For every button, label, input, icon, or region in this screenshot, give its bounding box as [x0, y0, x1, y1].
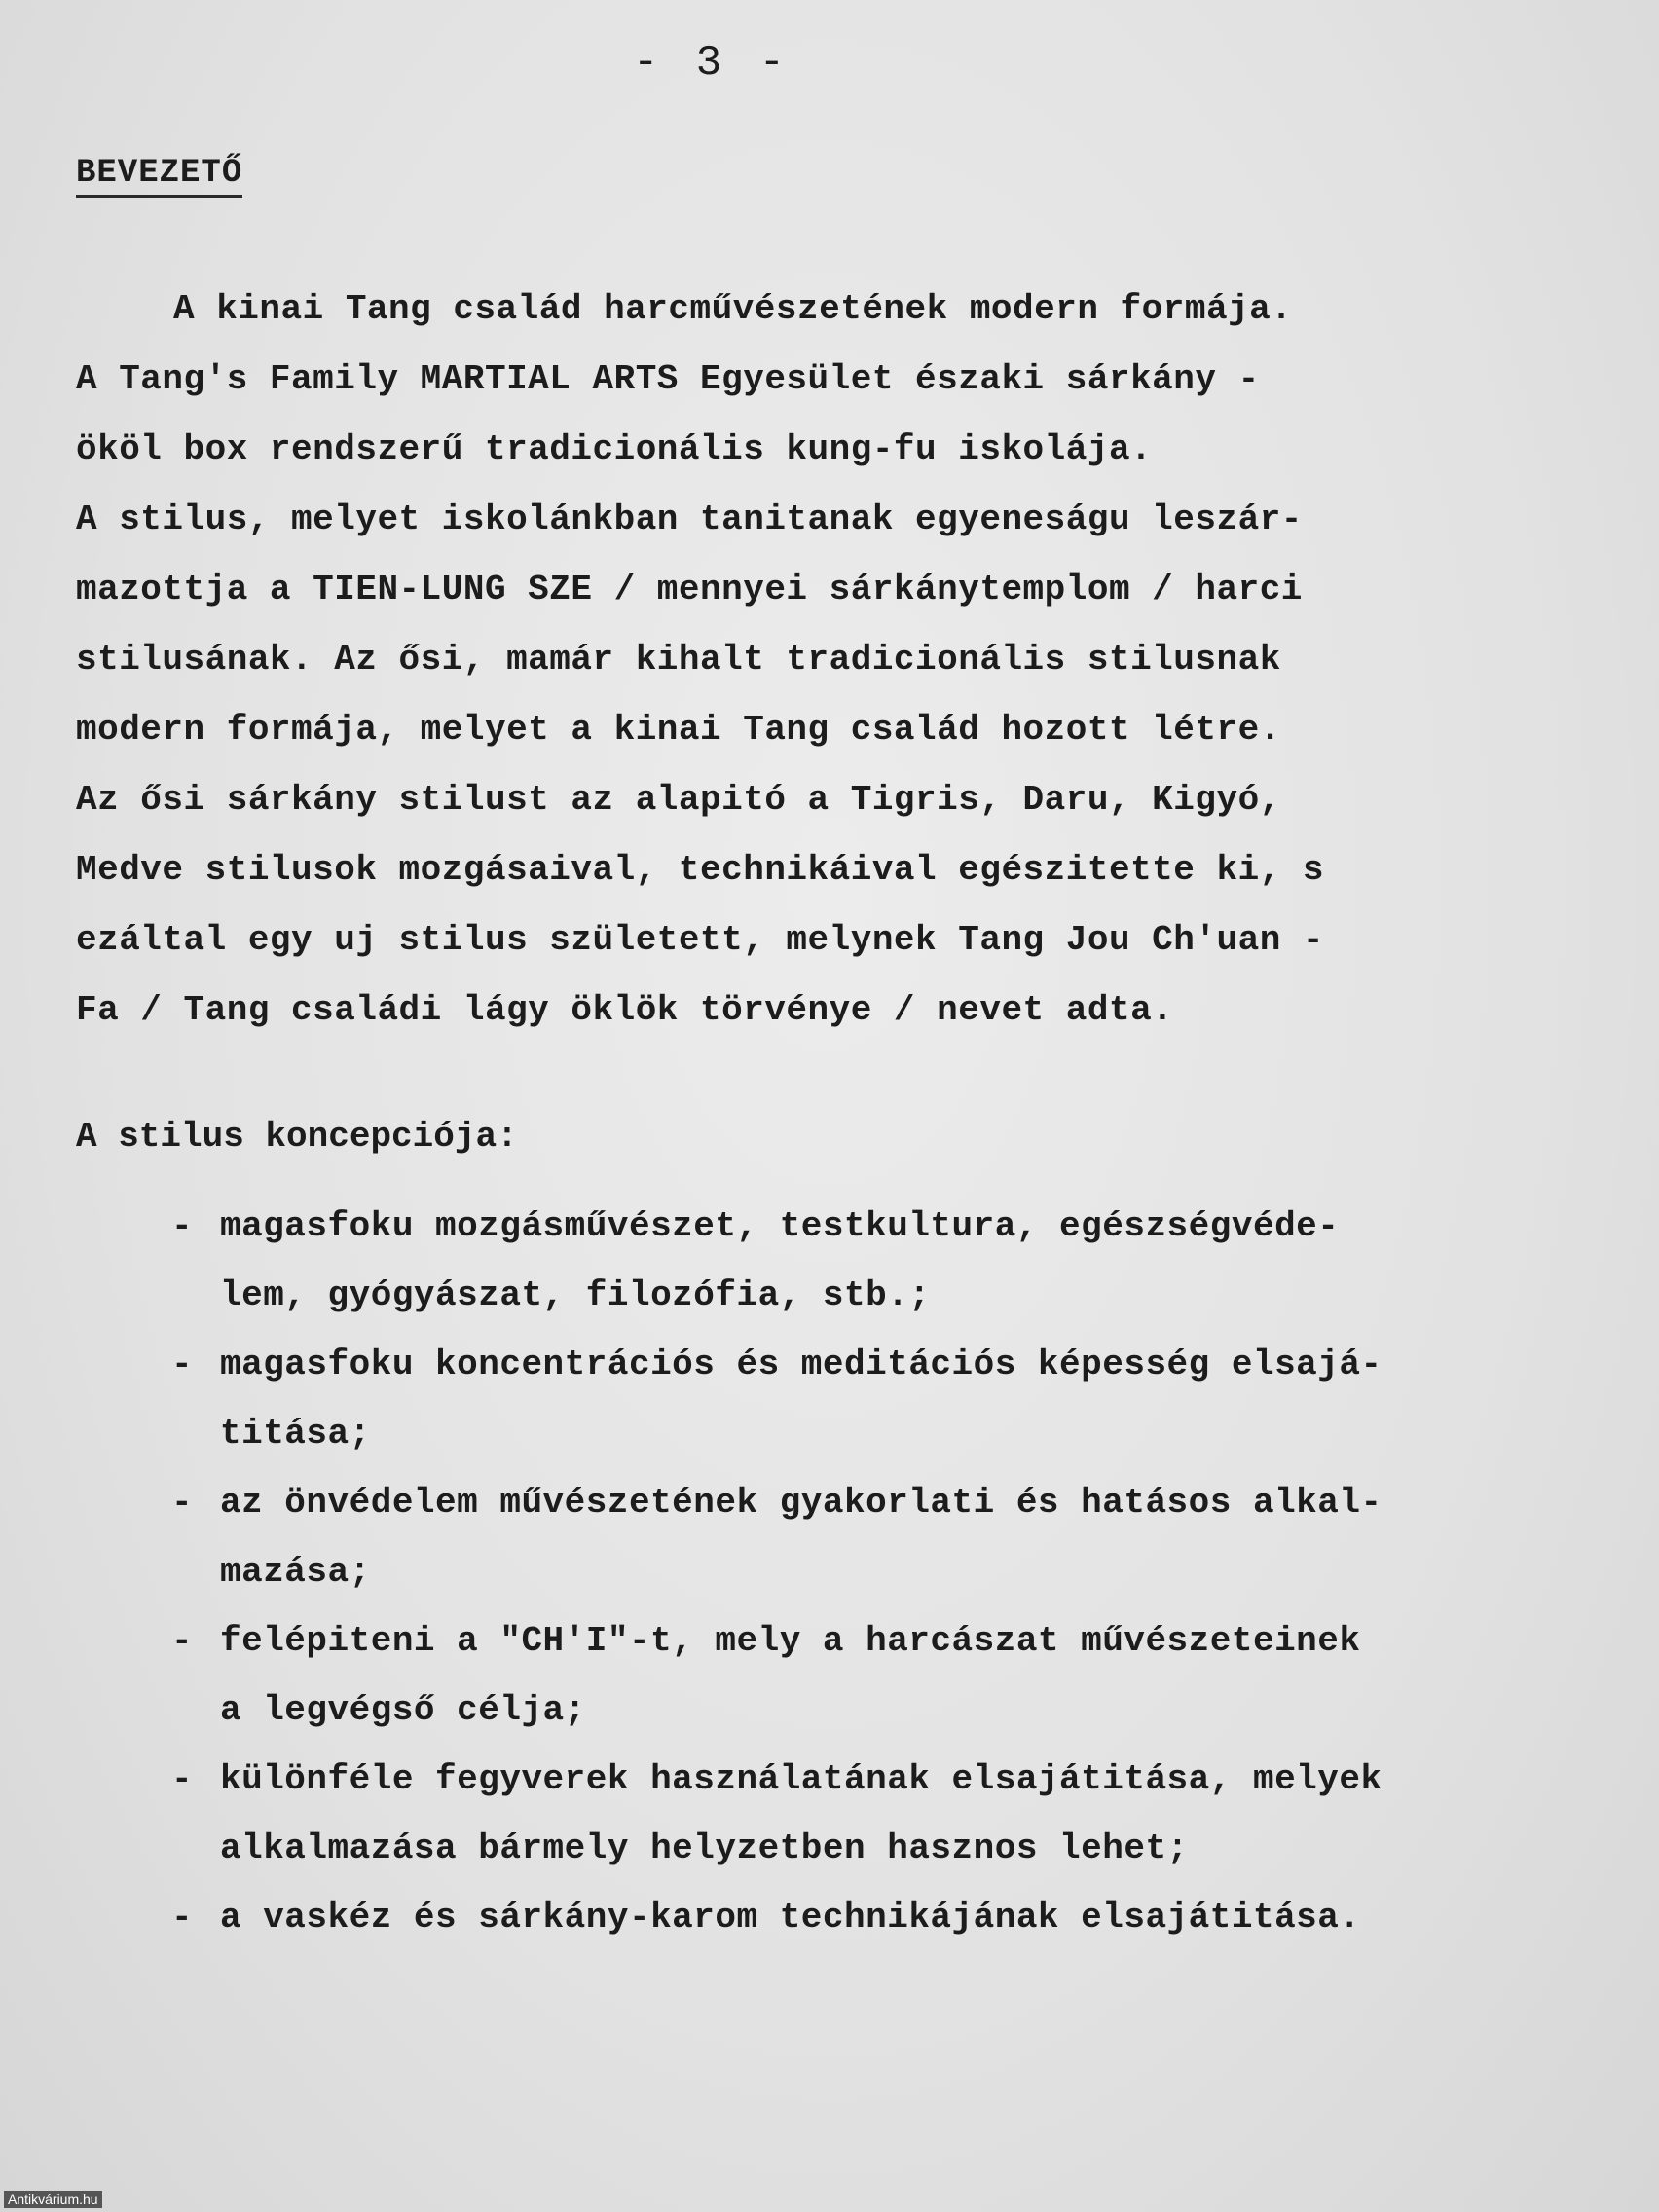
text-line: ököl box rendszerű tradicionális kung-fu iskolája. [76, 429, 1153, 469]
concept-list [171, 1192, 1573, 1952]
bullet-dash: - [171, 1759, 193, 1799]
bullet-dash: - [171, 1621, 193, 1661]
list-item [171, 1606, 1573, 1745]
text-line: ezáltal egy uj stilus született, melynek Tang Jou Ch'uan - [76, 920, 1325, 960]
list-item-line: felépiteni a "CH'I"-t, mely a harcászat művészeteinek [220, 1621, 1361, 1661]
list-item-line: a vaskéz és sárkány-karom technikájának elsajátitása. [220, 1898, 1361, 1937]
list-item-line: alkalmazása bármely helyzetben hasznos lehet; [220, 1828, 1189, 1868]
text-line: stilusának. Az ősi, mamár kihalt tradicionális stilusnak [76, 640, 1281, 680]
list-item-line: lem, gyógyászat, filozófia, stb.; [220, 1275, 931, 1315]
concept-title: A stilus koncepciója: [76, 1117, 518, 1157]
list-item [171, 1883, 1573, 1952]
text-line: Medve stilusok mozgásaival, technikáival egészitette ki, s [76, 850, 1325, 890]
list-item-line: titása; [220, 1414, 371, 1454]
text-line: A kinai Tang család harcművészetének modern formája. [173, 289, 1293, 329]
bullet-dash: - [171, 1898, 193, 1937]
intro-paragraph [76, 275, 1566, 1046]
bullet-dash: - [171, 1206, 193, 1246]
bullet-dash: - [171, 1483, 193, 1523]
text-line: A stilus, melyet iskolánkban tanitanak egyeneságu leszár- [76, 499, 1303, 539]
bullet-dash: - [171, 1345, 193, 1384]
text-line: modern formája, melyet a kinai Tang család hozott létre. [76, 710, 1281, 750]
list-item-line: magasfoku koncentrációs és meditációs képesség elsajá- [220, 1345, 1382, 1384]
text-line: mazottja a TIEN-LUNG SZE / mennyei sárkánytemplom / harci [76, 570, 1303, 609]
list-item [171, 1330, 1573, 1468]
page-number: - 3 - [633, 39, 792, 88]
list-item [171, 1192, 1573, 1330]
list-item-line: az önvédelem művészetének gyakorlati és hatásos alkal- [220, 1483, 1382, 1523]
list-item-line: különféle fegyverek használatának elsajátitása, melyek [220, 1759, 1382, 1799]
watermark: Antikvárium.hu [4, 2191, 102, 2208]
list-item [171, 1745, 1573, 1883]
text-line: A Tang's Family MARTIAL ARTS Egyesület északi sárkány - [76, 359, 1260, 399]
list-item-line: a legvégső célja; [220, 1690, 586, 1730]
section-heading: BEVEZETŐ [76, 154, 242, 198]
text-line: Az ősi sárkány stilust az alapitó a Tigris, Daru, Kigyó, [76, 780, 1281, 820]
list-item-line: magasfoku mozgásművészet, testkultura, egészségvéde- [220, 1206, 1340, 1246]
list-item-line: mazása; [220, 1552, 371, 1592]
list-item [171, 1468, 1573, 1606]
text-line: Fa / Tang családi lágy öklök törvénye / nevet adta. [76, 990, 1174, 1030]
